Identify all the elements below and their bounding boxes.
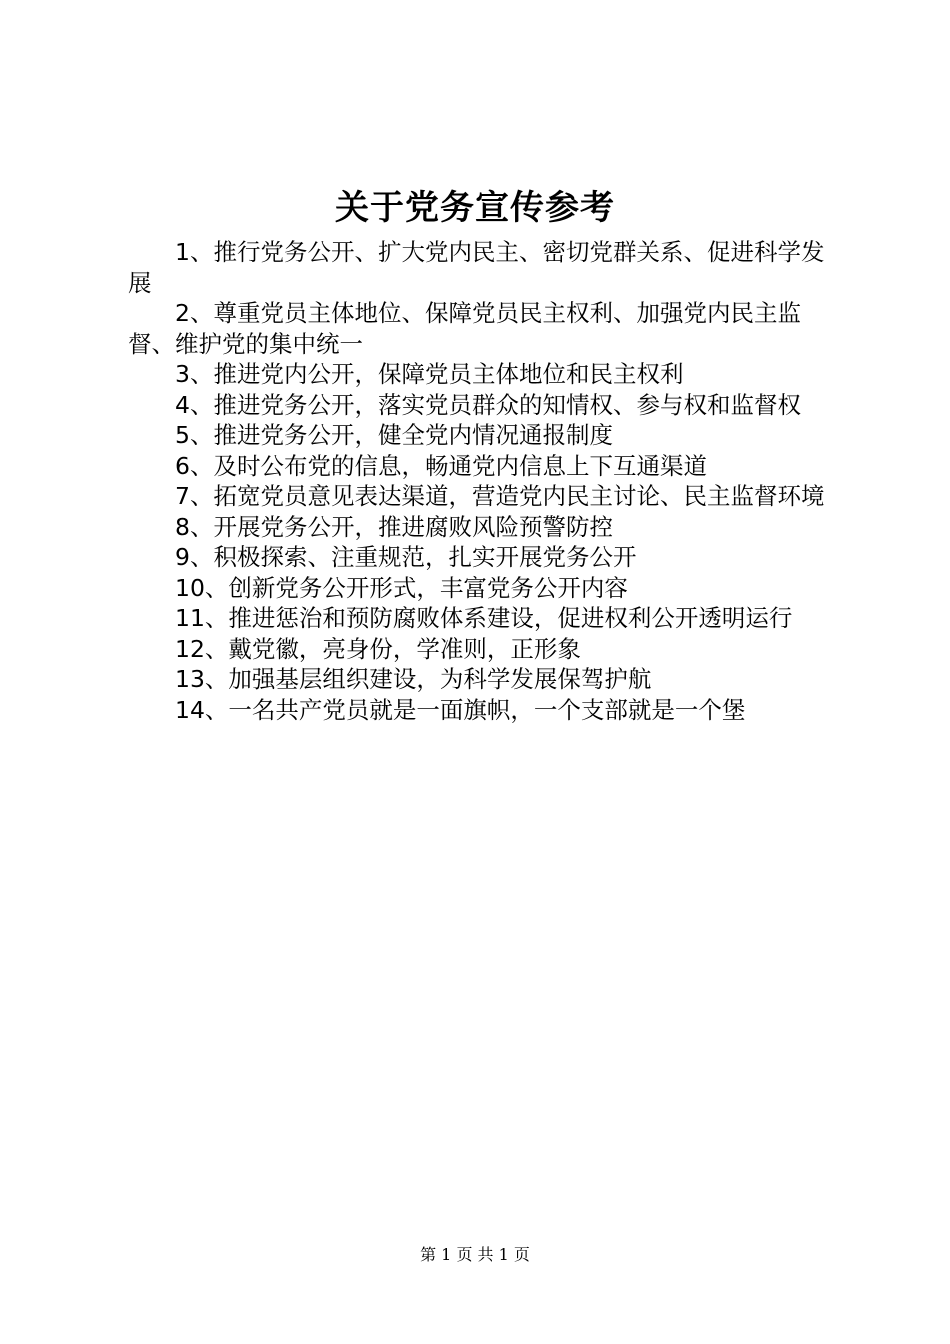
list-item: 5、推进党务公开，健全党内情况通报制度 (175, 421, 613, 449)
page-number-footer: 第 1 页 共 1 页 (420, 1245, 530, 1264)
list-item: 2、尊重党员主体地位、保障党员民主权利、加强党内民主监督、维护党的集中统一 (128, 299, 801, 358)
list-item: 10、创新党务公开形式，丰富党务公开内容 (175, 573, 628, 602)
list-item: 1、推行党务公开、扩大党内民主、密切党群关系、促进科学发展 (128, 238, 825, 297)
list-item: 11、推进惩治和预防腐败体系建设，促进权利公开透明运行 (175, 604, 793, 632)
document-title: 关于党务宣传参考 (335, 188, 615, 228)
list-item: 9、积极探索、注重规范，扎实开展党务公开 (175, 543, 637, 571)
list-item: 13、加强基层组织建设，为科学发展保驾护航 (175, 665, 652, 693)
slogan-list (128, 237, 833, 725)
list-item: 8、开展党务公开，推进腐败风险预警防控 (175, 512, 613, 541)
list-item: 6、及时公布党的信息，畅通党内信息上下互通渠道 (175, 451, 707, 480)
list-item: 14、一名共产党员就是一面旗帜，一个支部就是一个堡 (175, 695, 746, 724)
list-item: 7、拓宽党员意见表达渠道，营造党内民主讨论、民主监督环境 (175, 482, 825, 510)
list-item: 4、推进党务公开，落实党员群众的知情权、参与权和监督权 (175, 390, 801, 419)
list-item: 12、戴党徽，亮身份，学准则，正形象 (175, 634, 581, 663)
list-item: 3、推进党内公开，保障党员主体地位和民主权利 (175, 360, 684, 388)
